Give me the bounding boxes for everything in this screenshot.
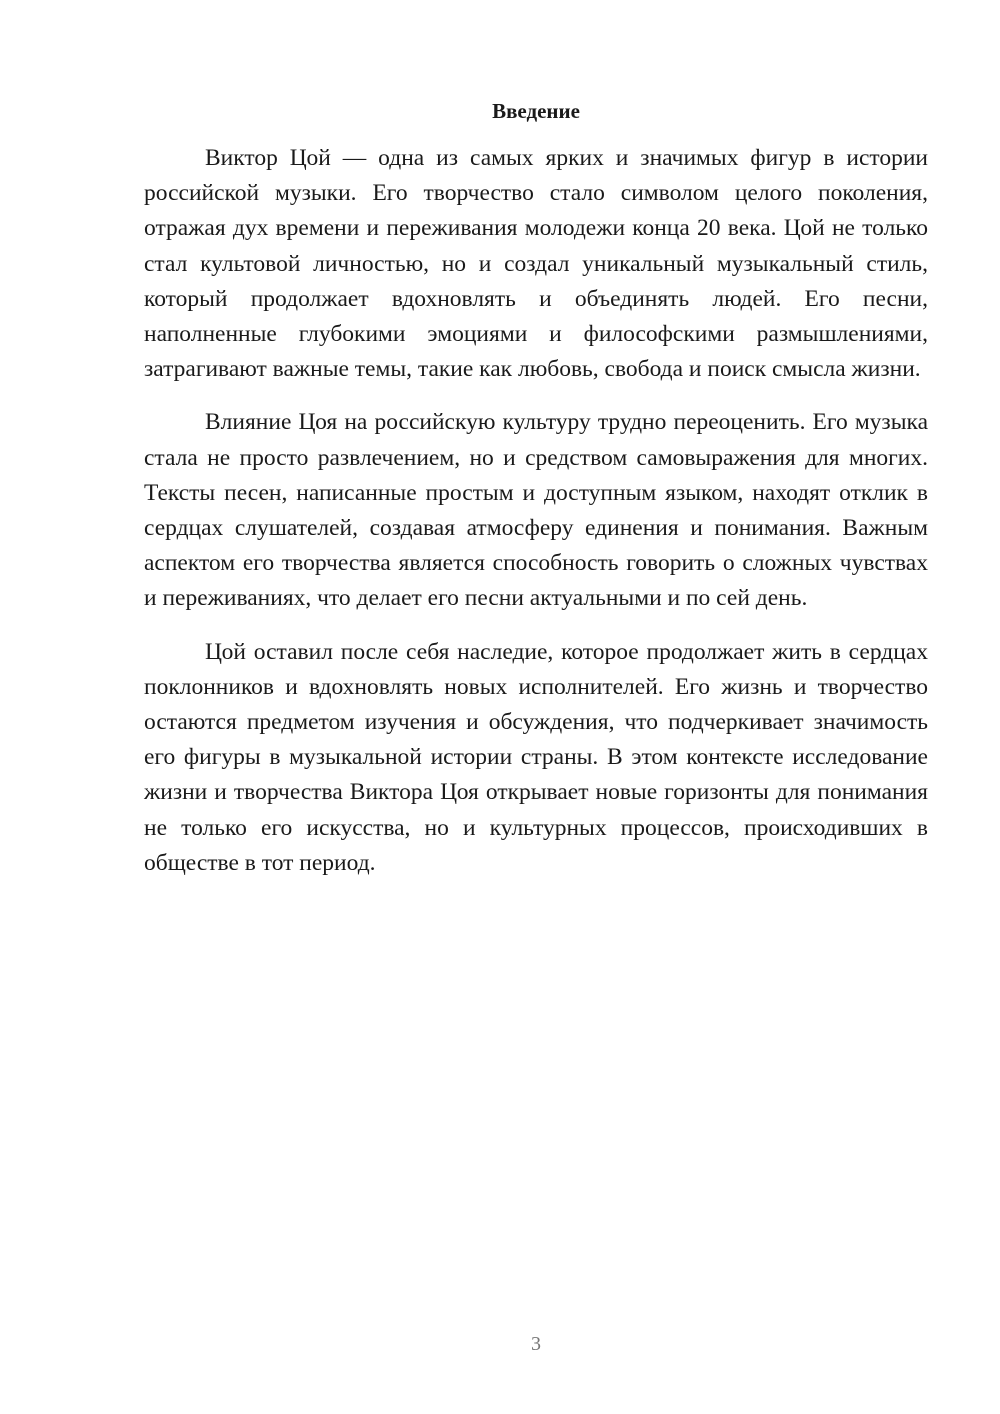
paragraph-3: Цой оставил после себя наследие, которое продолжает жить в сердцах поклонников и вдохновлять новых исполнителей. Его жизнь и творчество остаются предметом изучения и обсуждения, что подчеркивает значимость его фигуры в музыкальной истории страны. В этом контексте исследование жизни и творчества Виктора Цоя открывает новые горизонты для понимания не только его искусства, но и культурных процессов, происходивших в обществе в тот период. bbox=[144, 638, 928, 876]
page-title: Введение bbox=[492, 99, 580, 123]
paragraph-1: Виктор Цой — одна из самых ярких и значимых фигур в истории российской музыки. Его творчество стало символом целого поколения, отражая дух времени и переживания молодежи конца 20 века. Цой не только стал культовой личностью, но и создал уникальный музыкальный стиль, который продолжает вдохновлять и объединять людей. Его песни, наполненные глубокими эмоциями и философскими размышлениями, затрагивают важные темы, такие как любовь, свобода и поиск смысла жизни. bbox=[144, 145, 928, 383]
paragraph-2: Влияние Цоя на российскую культуру трудно переоценить. Его музыка стала не просто развлечением, но и средством самовыражения для многих. Тексты песен, написанные простым и доступным языком, находят отклик в сердцах слушателей, создавая атмосферу единения и понимания. Важным аспектом его творчества является способность говорить о сложных чувствах и переживаниях, что делает его песни актуальными и по сей день. bbox=[144, 409, 928, 612]
document-body bbox=[144, 141, 928, 899]
page-number: 3 bbox=[531, 1333, 541, 1355]
